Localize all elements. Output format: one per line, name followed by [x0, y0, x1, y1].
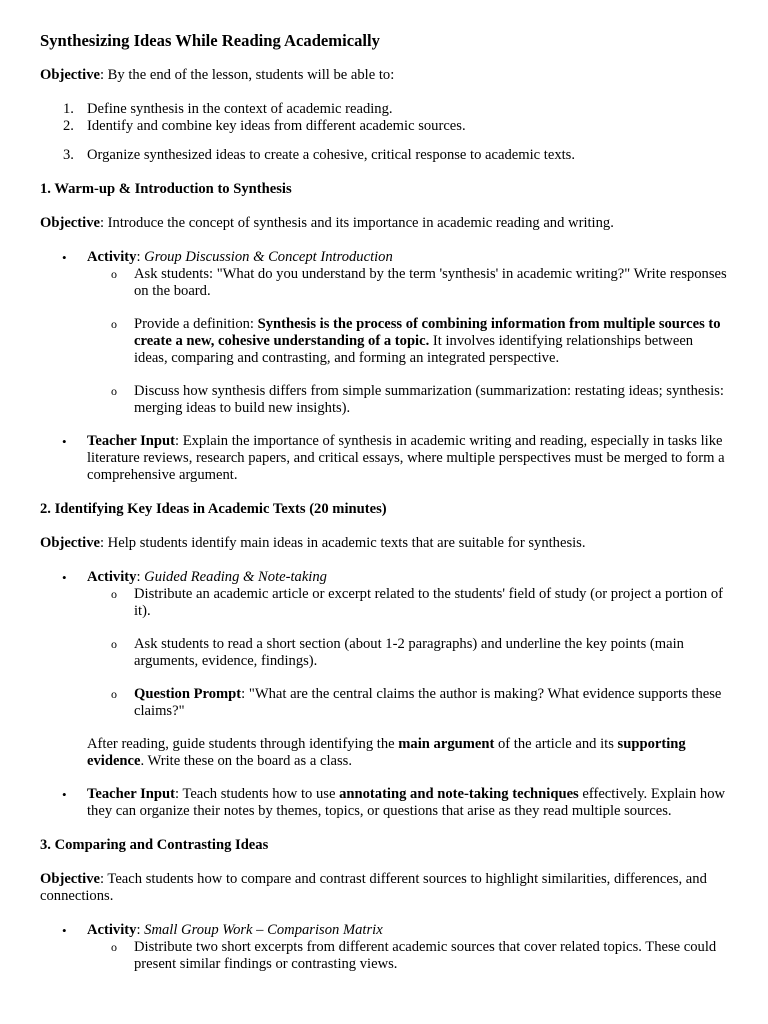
main-argument-text: main argument: [398, 736, 495, 752]
sub-bullet-item: [40, 686, 730, 720]
sub-bullet-text: Ask students to read a short section (about 1-2 paragraphs) and underline the key points (main arguments, evidence, findings).: [134, 636, 684, 669]
sub-bullet-text: Provide a definition:: [134, 316, 258, 332]
separator: :: [136, 922, 145, 938]
objectives-list: [40, 101, 730, 164]
paragraph-text: of the article and its: [494, 736, 618, 752]
separator: :: [136, 569, 145, 585]
sub-bullet-item: [40, 383, 730, 417]
objective-text: : Teach students how to compare and contrast different sources to highlight similarities, differences, and connections.: [40, 871, 707, 904]
main-objective: [40, 67, 730, 84]
circle-bullet-icon: o: [111, 587, 117, 601]
question-prompt-label: Question Prompt: [134, 686, 242, 702]
document-title: Synthesizing Ideas While Reading Academically: [40, 31, 380, 50]
list-item: [40, 147, 730, 164]
list-item-text: Organize synthesized ideas to create a cohesive, critical response to academic texts.: [87, 147, 576, 163]
activity-bullet: [40, 249, 730, 266]
sub-bullet-item: [40, 586, 730, 620]
after-reading-paragraph: [40, 736, 730, 770]
list-item-text: Define synthesis in the context of academic reading.: [87, 101, 393, 117]
section-1-heading: 1. Warm-up & Introduction to Synthesis: [40, 181, 292, 197]
activity-name: Small Group Work – Comparison Matrix: [144, 922, 383, 938]
bullet-icon: •: [62, 434, 67, 449]
teacher-input-text: : Teach students how to use: [175, 786, 340, 802]
list-number: 2.: [63, 118, 74, 134]
list-item: [40, 101, 730, 118]
circle-bullet-icon: o: [111, 687, 117, 701]
list-number: 1.: [63, 101, 74, 117]
teacher-input-text: effectively. Explain how they can organize their notes by themes, topics, or questions that arise as they read multiple sources.: [87, 786, 726, 819]
section-2-objective: [40, 535, 730, 552]
list-item: [40, 118, 730, 135]
document-page: [40, 30, 730, 973]
section-3-heading: 3. Comparing and Contrasting Ideas: [40, 837, 269, 853]
teacher-input-label: Teacher Input: [87, 433, 175, 449]
activity-label: Activity: [87, 249, 137, 265]
activity-bullet: [40, 922, 730, 939]
activity-label: Activity: [87, 922, 137, 938]
activity-name: Group Discussion & Concept Introduction: [144, 249, 393, 265]
sub-bullet-item: [40, 316, 730, 367]
technique-text: annotating and note-taking techniques: [339, 786, 579, 802]
sub-bullet-item: [40, 636, 730, 670]
sub-bullet-item: [40, 266, 730, 300]
circle-bullet-icon: o: [111, 267, 117, 281]
objective-label: Objective: [40, 535, 100, 551]
objective-label: Objective: [40, 871, 100, 887]
paragraph-text: . Write these on the board as a class.: [140, 753, 352, 769]
activity-bullet: [40, 569, 730, 586]
sub-bullet-text: It involves identifying relationships between ideas, comparing and contrasting, and forming an integrated perspective.: [134, 333, 694, 366]
activity-label: Activity: [87, 569, 137, 585]
activity-name: Guided Reading & Note-taking: [144, 569, 327, 585]
teacher-input-bullet: [40, 786, 730, 820]
paragraph-text: After reading, guide students through identifying the: [87, 736, 399, 752]
teacher-input-text: : Explain the importance of synthesis in academic writing and reading, especially in tasks like literature reviews, research papers, and critical essays, where multiple perspectives must be merged to form a comprehensive argument.: [87, 433, 725, 483]
sub-bullet-item: [40, 939, 730, 973]
section-3-objective: [40, 871, 730, 905]
objective-text: : By the end of the lesson, students will be able to:: [99, 67, 395, 83]
teacher-input-bullet: [40, 433, 730, 484]
bullet-icon: •: [62, 787, 67, 802]
sub-bullet-text: Ask students: "What do you understand by the term 'synthesis' in academic writing?" Write responses on the board.: [134, 266, 727, 299]
bullet-icon: •: [62, 923, 67, 938]
sub-bullet-text: Distribute an academic article or excerpt related to the students' field of study (or project a portion of it).: [134, 586, 724, 619]
objective-label: Objective: [40, 67, 100, 83]
sub-bullet-text: Discuss how synthesis differs from simple summarization (summarization: restating ideas; synthesis: merging ideas to build new insights).: [134, 383, 724, 416]
objective-text: : Introduce the concept of synthesis and its importance in academic reading and writing.: [99, 215, 614, 231]
objective-label: Objective: [40, 215, 100, 231]
supporting-evidence-text: supporting evidence: [87, 736, 686, 769]
circle-bullet-icon: o: [111, 940, 117, 954]
circle-bullet-icon: o: [111, 384, 117, 398]
definition-text: Synthesis is the process of combining information from multiple sources to create a new, cohesive understanding of a topic.: [134, 316, 721, 349]
list-item-text: Identify and combine key ideas from different academic sources.: [87, 118, 466, 134]
bullet-icon: •: [62, 570, 67, 585]
circle-bullet-icon: o: [111, 317, 117, 331]
sub-bullet-text: Distribute two short excerpts from different academic sources that cover related topics. These could present similar findings or contrasting views.: [134, 939, 717, 972]
bullet-icon: •: [62, 250, 67, 265]
list-number: 3.: [63, 147, 74, 163]
section-1-objective: [40, 215, 730, 232]
section-2-heading: 2. Identifying Key Ideas in Academic Texts (20 minutes): [40, 501, 387, 517]
question-prompt-text: : "What are the central claims the author is making? What evidence supports these claims?": [134, 686, 722, 719]
teacher-input-label: Teacher Input: [87, 786, 175, 802]
objective-text: : Help students identify main ideas in academic texts that are suitable for synthesis.: [99, 535, 586, 551]
circle-bullet-icon: o: [111, 637, 117, 651]
separator: :: [136, 249, 145, 265]
